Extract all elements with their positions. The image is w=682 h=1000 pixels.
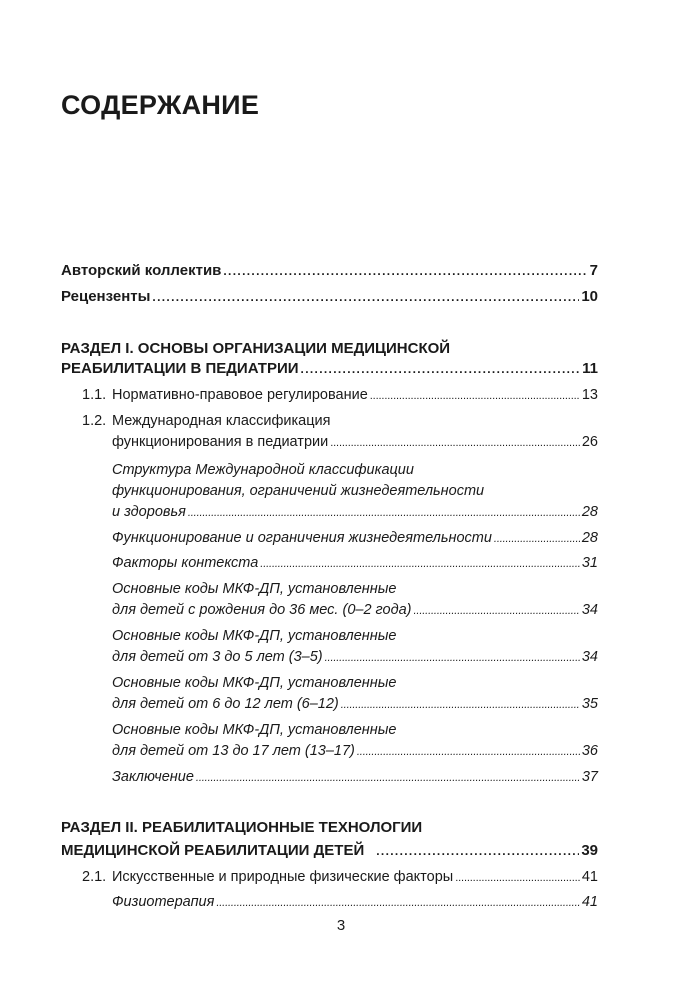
toc-entry-2-1[interactable] [112, 868, 598, 887]
toc-entry-icf-structure-line1[interactable]: Структура Международной классификации [112, 462, 414, 478]
toc-entry-text: Функционирование и ограничения жизнедеятельности [112, 530, 492, 546]
page-number: 3 [336, 917, 346, 934]
toc-entry-conclusion[interactable] [112, 768, 598, 787]
toc-entry-physiotherapy[interactable] [112, 893, 598, 912]
toc-entry-text: для детей с рождения до 36 мес. (0–2 года) [112, 602, 412, 618]
toc-entry-codes-3-5[interactable] [112, 648, 598, 667]
toc-page-number: 34 [581, 602, 598, 618]
page-title: СОДЕРЖАНИЕ [61, 90, 260, 120]
toc-page-number: 37 [581, 769, 598, 785]
toc-entry-1-1[interactable] [112, 386, 598, 405]
toc-page-number: 28 [581, 504, 598, 520]
toc-entry-text: Факторы контекста [112, 555, 259, 571]
dot-leader [260, 555, 580, 573]
toc-entry-1-2-line1[interactable]: Международная классификация [112, 413, 331, 429]
dot-leader [414, 602, 580, 620]
dot-leader [301, 360, 581, 378]
toc-entry-icf-structure-line2[interactable]: функционирования, ограничений жизнедеятельности [112, 483, 485, 499]
dot-leader [370, 387, 580, 405]
toc-page-number: 11 [582, 360, 598, 377]
dot-leader [223, 262, 587, 280]
toc-entry-text: функционирования в педиатрии [112, 434, 329, 450]
toc-page-number: 28 [581, 530, 598, 546]
toc-page-number: 41 [581, 894, 598, 910]
toc-page-number: 39 [581, 842, 598, 859]
toc-page-number: 7 [589, 262, 598, 279]
toc-page-number: 41 [581, 869, 598, 885]
toc-entry-text: Искусственные и природные физические факторы [112, 869, 454, 885]
toc-entry-1-2[interactable] [112, 433, 598, 452]
toc-page-number: 34 [581, 649, 598, 665]
toc-entry-text: для детей от 3 до 5 лет (3–5) [112, 649, 323, 665]
toc-entry-text: Заключение [112, 769, 194, 785]
toc-page-number: 35 [581, 696, 598, 712]
toc-entry-codes-13-17-line1[interactable]: Основные коды МКФ-ДП, установленные [112, 722, 397, 738]
toc-page-number: 26 [581, 434, 598, 450]
toc-entry-codes-13-17[interactable] [112, 742, 598, 761]
toc-entry-section-2[interactable] [61, 842, 598, 860]
toc-entry-codes-6-12[interactable] [112, 695, 598, 714]
toc-entry-section-1[interactable] [61, 360, 598, 378]
dot-leader [216, 894, 580, 912]
toc-entry-text: и здоровья [112, 504, 186, 520]
toc-subsection-number: 2.1. [82, 869, 107, 885]
toc-page-number: 36 [581, 743, 598, 759]
dot-leader [341, 696, 580, 714]
toc-entry-text: для детей от 13 до 17 лет (13–17) [112, 743, 355, 759]
toc-page-number: 13 [581, 387, 598, 403]
toc-entry-functioning[interactable] [112, 529, 598, 548]
toc-entry-authors[interactable] [61, 262, 598, 280]
toc-subsection-number: 1.2. [82, 413, 107, 429]
toc-entry-text: для детей от 6 до 12 лет (6–12) [112, 696, 339, 712]
toc-entry-text: Физиотерапия [112, 894, 215, 910]
toc-entry-text: Рецензенты [61, 288, 151, 305]
toc-page-number: 31 [581, 555, 598, 571]
dot-leader [330, 434, 580, 452]
toc-entry-context[interactable] [112, 554, 598, 573]
toc-section-2-line1[interactable]: РАЗДЕЛ II. РЕАБИЛИТАЦИОННЫЕ ТЕХНОЛОГИИ [61, 819, 423, 836]
toc-entry-text: Нормативно-правовое регулирование [112, 387, 368, 403]
toc-entry-text: Авторский коллектив [61, 262, 222, 279]
toc-entry-text: МЕДИЦИНСКОЙ РЕАБИЛИТАЦИИ ДЕТЕЙ [61, 842, 365, 859]
dot-leader [455, 869, 580, 887]
toc-section-1-line1[interactable]: РАЗДЕЛ I. ОСНОВЫ ОРГАНИЗАЦИИ МЕДИЦИНСКОЙ [61, 340, 451, 357]
toc-entry-text: РЕАБИЛИТАЦИИ В ПЕДИАТРИИ [61, 360, 299, 377]
toc-entry-codes-3-5-line1[interactable]: Основные коды МКФ-ДП, установленные [112, 628, 397, 644]
dot-leader [188, 504, 580, 522]
dot-leader [196, 769, 580, 787]
toc-entry-codes-6-12-line1[interactable]: Основные коды МКФ-ДП, установленные [112, 675, 397, 691]
dot-leader [494, 530, 580, 548]
toc-subsection-number: 1.1. [82, 387, 107, 403]
dot-leader [357, 743, 580, 761]
toc-entry-codes-0-2[interactable] [112, 601, 598, 620]
toc-entry-icf-structure[interactable] [112, 503, 598, 522]
dot-leader [152, 288, 579, 306]
dot-leader [325, 649, 580, 667]
toc-entry-codes-0-2-line1[interactable]: Основные коды МКФ-ДП, установленные [112, 581, 397, 597]
dot-leader [376, 842, 579, 860]
toc-page-number: 10 [581, 288, 598, 305]
toc-entry-reviewers[interactable] [61, 288, 598, 306]
